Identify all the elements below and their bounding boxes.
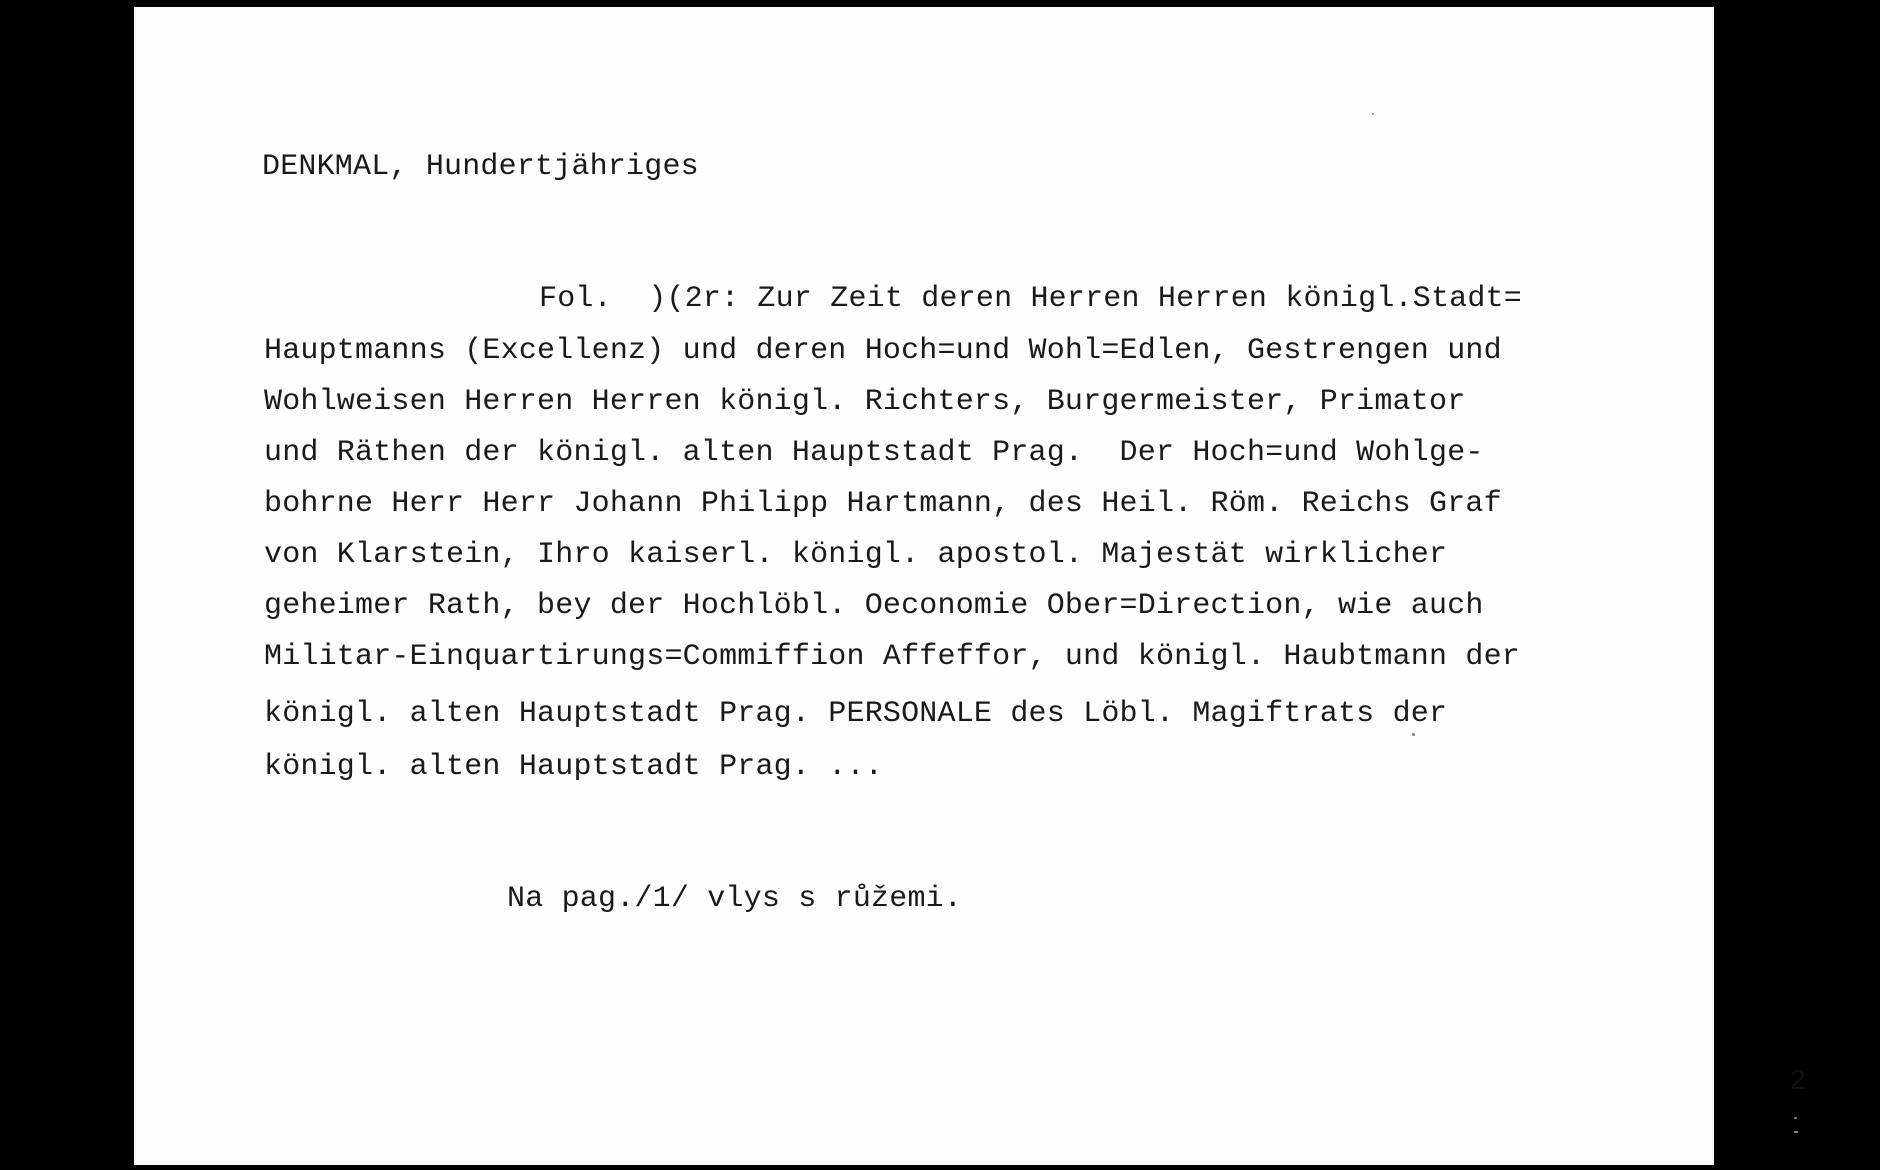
entry-line: Wohlweisen Herren Herren königl. Richters, Burgermeister, Primator <box>264 385 1466 419</box>
card-note: Na pag./1/ vlys s růžemi. <box>507 882 963 916</box>
scan-speck <box>1372 113 1374 115</box>
index-card <box>134 7 1806 1165</box>
entry-line: königl. alten Hauptstadt Prag. ... <box>264 750 883 784</box>
entry-line: königl. alten Hauptstadt Prag. PERSONALE des Löbl. Magiftrats der <box>264 697 1448 731</box>
entry-line: von Klarstein, Ihro kaiserl. königl. apostol. Majestät wirklicher <box>264 538 1448 572</box>
page-number: 2 <box>1790 1064 1806 1095</box>
entry-line: Militar-Einquartirungs=Commiffion Affeffor, und königl. Haubtmann der <box>264 640 1521 674</box>
entry-line: geheimer Rath, bey der Hochlöbl. Oeconomie Ober=Direction, wie auch <box>264 589 1484 623</box>
card-heading: DENKMAL, Hundertjähriges <box>262 150 699 184</box>
entry-line: bohrne Herr Herr Johann Philipp Hartmann, des Heil. Röm. Reichs Graf <box>264 487 1502 521</box>
entry-first-line: Fol. )(2r: Zur Zeit deren Herren Herren königl.Stadt= <box>539 282 1522 316</box>
scan-speck <box>1794 1117 1797 1119</box>
scan-speck <box>1412 733 1415 736</box>
scan-speck <box>1794 1131 1798 1133</box>
entry-line: und Räthen der königl. alten Hauptstadt Prag. Der Hoch=und Wohlge- <box>264 436 1484 470</box>
entry-line: Hauptmanns (Excellenz) und deren Hoch=und Wohl=Edlen, Gestrengen und <box>264 334 1502 368</box>
